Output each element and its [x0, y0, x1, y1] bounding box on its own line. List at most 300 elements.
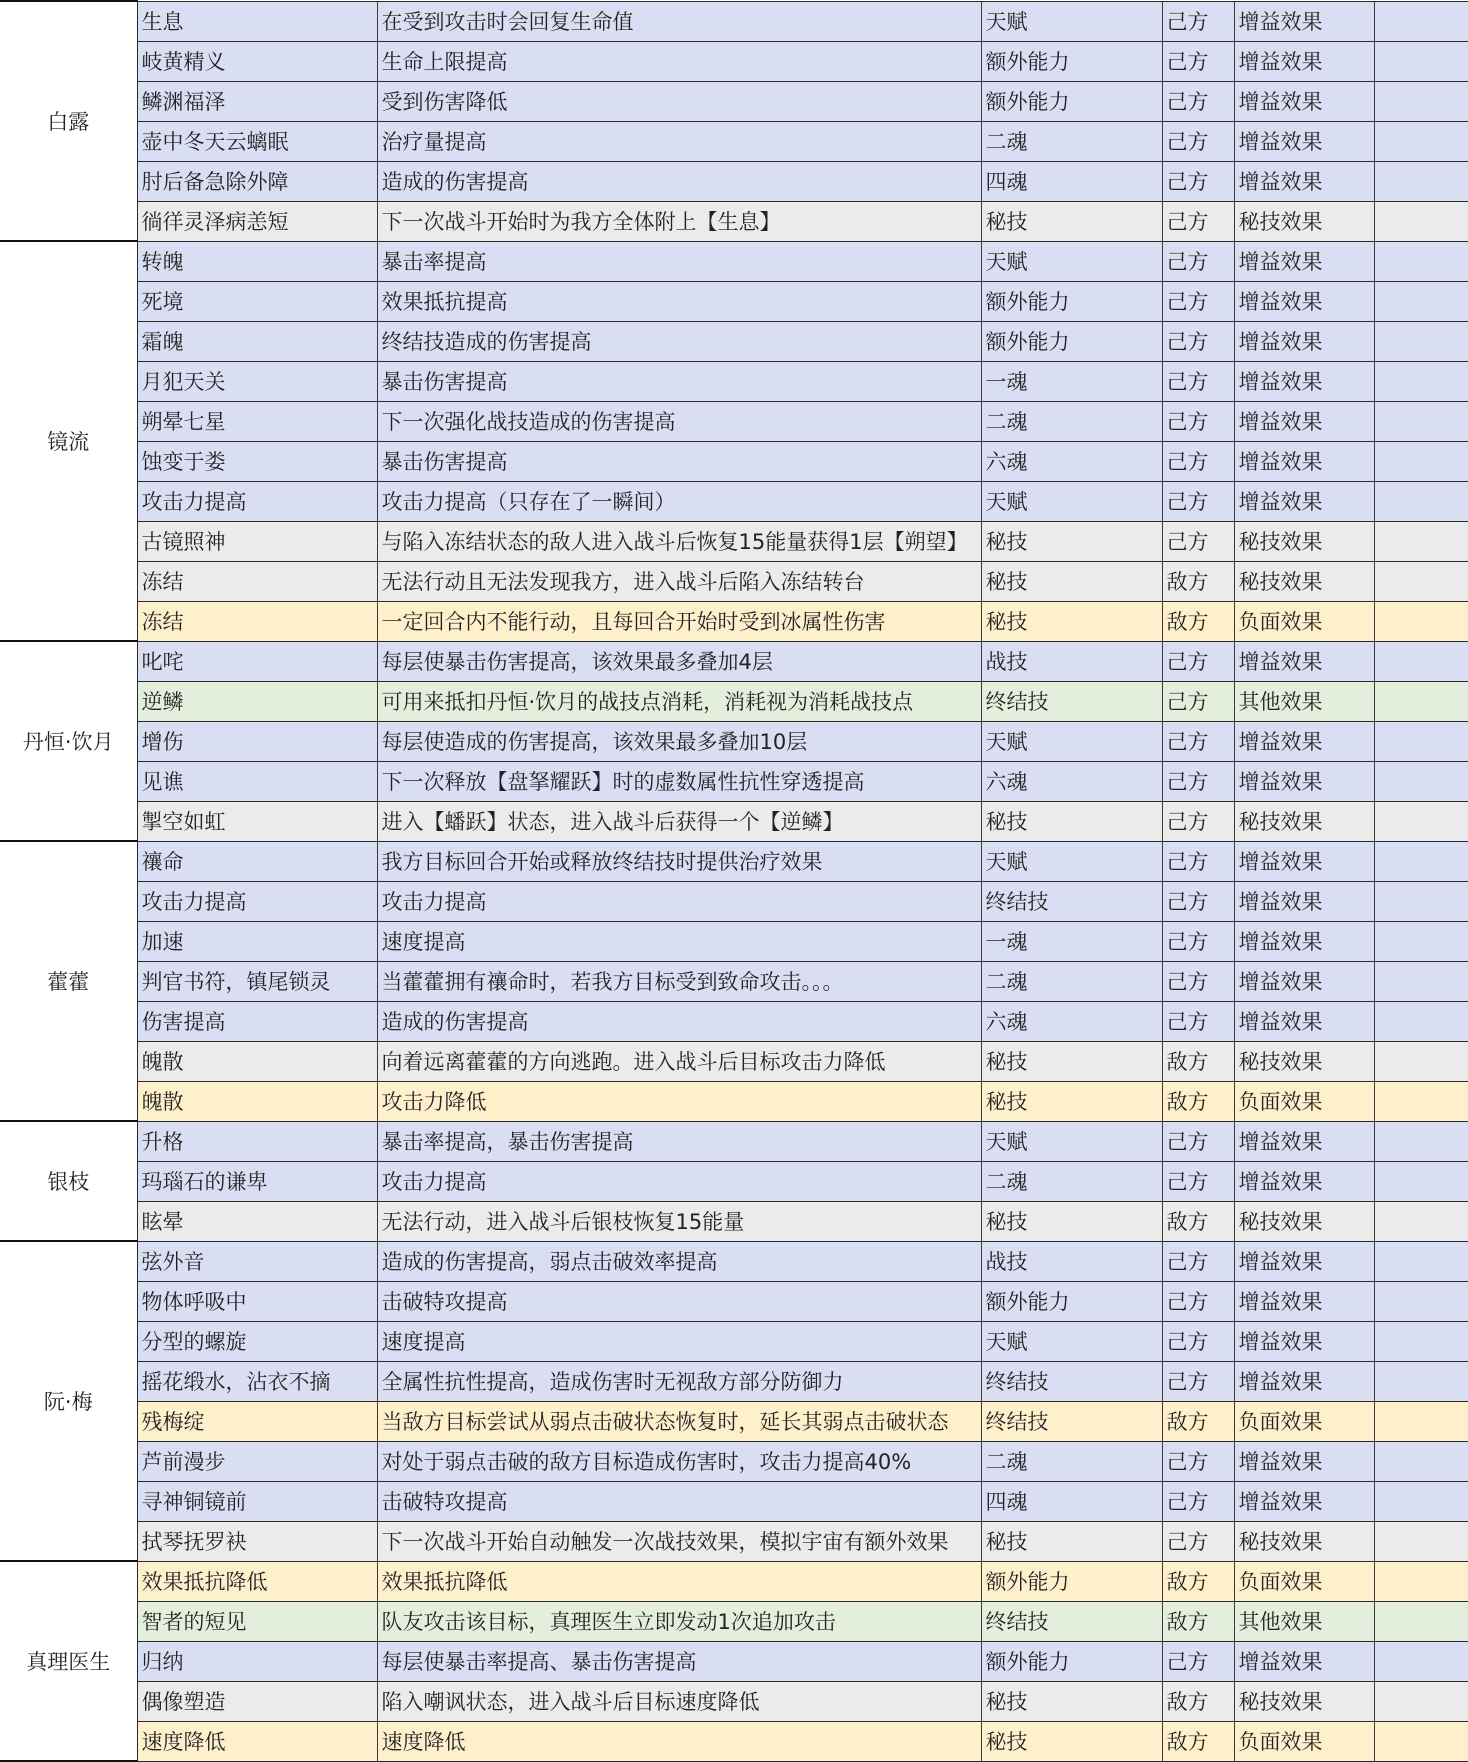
effect-description-cell: 效果抵抗降低: [377, 1561, 981, 1601]
effect-type-cell: 负面效果: [1234, 1081, 1374, 1121]
table-row: [0, 1401, 1468, 1441]
effect-description-cell: 陷入嘲讽状态，进入战斗后目标速度降低: [377, 1681, 981, 1721]
character-name-cell: 阮·梅: [0, 1241, 137, 1561]
effect-target-cell: 己方: [1162, 1, 1234, 41]
effect-type-cell: 增益效果: [1234, 1481, 1374, 1521]
effect-source-cell: 天赋: [981, 481, 1162, 521]
effect-target-cell: 己方: [1162, 201, 1234, 241]
effect-source-cell: 秘技: [981, 801, 1162, 841]
table-row: [0, 1361, 1468, 1401]
empty-cell: [1374, 1281, 1468, 1321]
empty-cell: [1374, 1321, 1468, 1361]
effect-target-cell: 己方: [1162, 881, 1234, 921]
effect-type-cell: 秘技效果: [1234, 1201, 1374, 1241]
empty-cell: [1374, 1201, 1468, 1241]
effect-source-cell: 二魂: [981, 121, 1162, 161]
effect-target-cell: 敌方: [1162, 1561, 1234, 1601]
table-row: [0, 921, 1468, 961]
empty-cell: [1374, 321, 1468, 361]
effect-target-cell: 己方: [1162, 1121, 1234, 1161]
effect-name-cell: 壶中冬天云螭眠: [137, 121, 377, 161]
effect-type-cell: 负面效果: [1234, 601, 1374, 641]
effect-type-cell: 增益效果: [1234, 641, 1374, 681]
table-row: [0, 1, 1468, 41]
effect-target-cell: 己方: [1162, 321, 1234, 361]
effect-description-cell: 进入【蟠跃】状态，进入战斗后获得一个【逆鳞】: [377, 801, 981, 841]
effect-name-cell: 朔晕七星: [137, 401, 377, 441]
table-row: [0, 1561, 1468, 1601]
table-row: [0, 681, 1468, 721]
table-row: [0, 81, 1468, 121]
effect-type-cell: 增益效果: [1234, 1001, 1374, 1041]
effect-description-cell: 每层使暴击伤害提高，该效果最多叠加4层: [377, 641, 981, 681]
table-row: [0, 641, 1468, 681]
effect-type-cell: 增益效果: [1234, 1281, 1374, 1321]
effect-target-cell: 己方: [1162, 481, 1234, 521]
effect-type-cell: 其他效果: [1234, 681, 1374, 721]
effect-type-cell: 增益效果: [1234, 761, 1374, 801]
effect-source-cell: 秘技: [981, 601, 1162, 641]
effect-description-cell: 无法行动，进入战斗后银枝恢复15能量: [377, 1201, 981, 1241]
effect-type-cell: 增益效果: [1234, 41, 1374, 81]
empty-cell: [1374, 721, 1468, 761]
effect-description-cell: 队友攻击该目标，真理医生立即发动1次追加攻击: [377, 1601, 981, 1641]
empty-cell: [1374, 1561, 1468, 1601]
effect-type-cell: 增益效果: [1234, 441, 1374, 481]
effect-target-cell: 己方: [1162, 441, 1234, 481]
effect-target-cell: 己方: [1162, 521, 1234, 561]
effect-name-cell: 残梅绽: [137, 1401, 377, 1441]
effect-type-cell: 秘技效果: [1234, 1521, 1374, 1561]
effect-type-cell: 增益效果: [1234, 161, 1374, 201]
effect-source-cell: 天赋: [981, 1321, 1162, 1361]
effect-name-cell: 拭琴抚罗袂: [137, 1521, 377, 1561]
effect-description-cell: 速度提高: [377, 921, 981, 961]
effect-description-cell: 受到伤害降低: [377, 81, 981, 121]
table-row: [0, 121, 1468, 161]
effect-name-cell: 逆鳞: [137, 681, 377, 721]
empty-cell: [1374, 1721, 1468, 1761]
effect-target-cell: 己方: [1162, 841, 1234, 881]
effect-description-cell: 攻击力提高（只存在了一瞬间）: [377, 481, 981, 521]
effect-description-cell: 击破特攻提高: [377, 1481, 981, 1521]
empty-cell: [1374, 881, 1468, 921]
effect-source-cell: 额外能力: [981, 1561, 1162, 1601]
effect-source-cell: 终结技: [981, 881, 1162, 921]
effect-target-cell: 己方: [1162, 361, 1234, 401]
effect-name-cell: 霜魄: [137, 321, 377, 361]
table-row: [0, 1201, 1468, 1241]
empty-cell: [1374, 1, 1468, 41]
effect-target-cell: 己方: [1162, 241, 1234, 281]
empty-cell: [1374, 281, 1468, 321]
table-row: [0, 201, 1468, 241]
empty-cell: [1374, 441, 1468, 481]
effect-name-cell: 徜徉灵泽病恙短: [137, 201, 377, 241]
table-row: [0, 521, 1468, 561]
effect-type-cell: 增益效果: [1234, 401, 1374, 441]
table-row: [0, 1481, 1468, 1521]
effect-target-cell: 敌方: [1162, 1201, 1234, 1241]
effect-source-cell: 秘技: [981, 1681, 1162, 1721]
effect-name-cell: 判官书符，镇尾锁灵: [137, 961, 377, 1001]
effect-name-cell: 冻结: [137, 561, 377, 601]
empty-cell: [1374, 601, 1468, 641]
empty-cell: [1374, 1361, 1468, 1401]
effect-description-cell: 向着远离藿藿的方向逃跑。进入战斗后目标攻击力降低: [377, 1041, 981, 1081]
table-row: [0, 1721, 1468, 1761]
effect-source-cell: 二魂: [981, 1161, 1162, 1201]
empty-cell: [1374, 1241, 1468, 1281]
effect-target-cell: 己方: [1162, 961, 1234, 1001]
effect-target-cell: 敌方: [1162, 1721, 1234, 1761]
effect-target-cell: 己方: [1162, 41, 1234, 81]
effect-type-cell: 增益效果: [1234, 881, 1374, 921]
effect-target-cell: 己方: [1162, 1001, 1234, 1041]
effect-name-cell: 月犯天关: [137, 361, 377, 401]
effect-description-cell: 当藿藿拥有禳命时，若我方目标受到致命攻击。。。: [377, 961, 981, 1001]
effect-description-cell: 对处于弱点击破的敌方目标造成伤害时，攻击力提高40%: [377, 1441, 981, 1481]
table-row: [0, 41, 1468, 81]
table-row: [0, 281, 1468, 321]
table-row: [0, 801, 1468, 841]
effect-description-cell: 攻击力提高: [377, 1161, 981, 1201]
effect-description-cell: 可用来抵扣丹恒·饮月的战技点消耗，消耗视为消耗战技点: [377, 681, 981, 721]
effect-target-cell: 己方: [1162, 1481, 1234, 1521]
effect-target-cell: 己方: [1162, 161, 1234, 201]
effect-name-cell: 鳞渊福泽: [137, 81, 377, 121]
empty-cell: [1374, 841, 1468, 881]
effect-type-cell: 增益效果: [1234, 241, 1374, 281]
empty-cell: [1374, 1081, 1468, 1121]
effect-source-cell: 天赋: [981, 841, 1162, 881]
effect-source-cell: 额外能力: [981, 41, 1162, 81]
effect-source-cell: 四魂: [981, 161, 1162, 201]
effect-target-cell: 己方: [1162, 1361, 1234, 1401]
effect-description-cell: 暴击伤害提高: [377, 441, 981, 481]
empty-cell: [1374, 241, 1468, 281]
effect-target-cell: 己方: [1162, 641, 1234, 681]
effect-name-cell: 归纳: [137, 1641, 377, 1681]
effect-target-cell: 己方: [1162, 401, 1234, 441]
effect-type-cell: 增益效果: [1234, 1321, 1374, 1361]
effect-target-cell: 己方: [1162, 1161, 1234, 1201]
effect-type-cell: 秘技效果: [1234, 1041, 1374, 1081]
effect-source-cell: 战技: [981, 641, 1162, 681]
empty-cell: [1374, 1481, 1468, 1521]
effect-type-cell: 增益效果: [1234, 1, 1374, 41]
effect-description-cell: 当敌方目标尝试从弱点击破状态恢复时，延长其弱点击破状态: [377, 1401, 981, 1441]
effect-name-cell: 弦外音: [137, 1241, 377, 1281]
effect-source-cell: 二魂: [981, 961, 1162, 1001]
effect-type-cell: 增益效果: [1234, 1641, 1374, 1681]
table-row: [0, 1241, 1468, 1281]
effect-source-cell: 二魂: [981, 1441, 1162, 1481]
effect-type-cell: 增益效果: [1234, 281, 1374, 321]
effect-type-cell: 其他效果: [1234, 1601, 1374, 1641]
empty-cell: [1374, 121, 1468, 161]
effect-name-cell: 升格: [137, 1121, 377, 1161]
effect-source-cell: 秘技: [981, 1521, 1162, 1561]
effect-source-cell: 天赋: [981, 241, 1162, 281]
effect-source-cell: 二魂: [981, 401, 1162, 441]
effect-target-cell: 己方: [1162, 1241, 1234, 1281]
effect-description-cell: 攻击力降低: [377, 1081, 981, 1121]
effect-description-cell: 与陷入冻结状态的敌人进入战斗后恢复15能量获得1层【朔望】: [377, 521, 981, 561]
table-row: [0, 441, 1468, 481]
effect-type-cell: 增益效果: [1234, 961, 1374, 1001]
table-row: [0, 961, 1468, 1001]
effect-source-cell: 额外能力: [981, 1281, 1162, 1321]
effect-source-cell: 秘技: [981, 1201, 1162, 1241]
effect-description-cell: 下一次强化战技造成的伤害提高: [377, 401, 981, 441]
empty-cell: [1374, 1121, 1468, 1161]
table-row: [0, 321, 1468, 361]
effect-type-cell: 秘技效果: [1234, 201, 1374, 241]
table-row: [0, 1681, 1468, 1721]
empty-cell: [1374, 81, 1468, 121]
effect-name-cell: 伤害提高: [137, 1001, 377, 1041]
effect-source-cell: 秘技: [981, 521, 1162, 561]
effect-description-cell: 在受到攻击时会回复生命值: [377, 1, 981, 41]
effect-type-cell: 增益效果: [1234, 721, 1374, 761]
empty-cell: [1374, 201, 1468, 241]
table-row: [0, 561, 1468, 601]
empty-cell: [1374, 801, 1468, 841]
effect-source-cell: 一魂: [981, 921, 1162, 961]
effect-source-cell: 天赋: [981, 1, 1162, 41]
effect-source-cell: 秘技: [981, 1041, 1162, 1081]
effect-name-cell: 攻击力提高: [137, 881, 377, 921]
effect-source-cell: 终结技: [981, 681, 1162, 721]
effect-target-cell: 己方: [1162, 1441, 1234, 1481]
effect-description-cell: 每层使暴击率提高、暴击伤害提高: [377, 1641, 981, 1681]
empty-cell: [1374, 521, 1468, 561]
effect-type-cell: 增益效果: [1234, 361, 1374, 401]
effect-target-cell: 己方: [1162, 1521, 1234, 1561]
effect-name-cell: 分型的螺旋: [137, 1321, 377, 1361]
effect-source-cell: 战技: [981, 1241, 1162, 1281]
effect-description-cell: 暴击伤害提高: [377, 361, 981, 401]
effect-type-cell: 增益效果: [1234, 921, 1374, 961]
empty-cell: [1374, 1401, 1468, 1441]
effect-type-cell: 秘技效果: [1234, 561, 1374, 601]
character-name-cell: 丹恒·饮月: [0, 641, 137, 841]
effect-target-cell: 己方: [1162, 1641, 1234, 1681]
effect-target-cell: 敌方: [1162, 561, 1234, 601]
empty-cell: [1374, 961, 1468, 1001]
effect-name-cell: 芦前漫步: [137, 1441, 377, 1481]
table-row: [0, 1121, 1468, 1161]
effect-source-cell: 天赋: [981, 1121, 1162, 1161]
empty-cell: [1374, 1441, 1468, 1481]
effect-name-cell: 物体呼吸中: [137, 1281, 377, 1321]
empty-cell: [1374, 1601, 1468, 1641]
empty-cell: [1374, 161, 1468, 201]
effect-type-cell: 秘技效果: [1234, 1681, 1374, 1721]
effect-description-cell: 全属性抗性提高，造成伤害时无视敌方部分防御力: [377, 1361, 981, 1401]
table-row: [0, 721, 1468, 761]
effect-type-cell: 秘技效果: [1234, 801, 1374, 841]
empty-cell: [1374, 361, 1468, 401]
effect-type-cell: 增益效果: [1234, 1361, 1374, 1401]
table-row: [0, 361, 1468, 401]
effect-target-cell: 敌方: [1162, 1401, 1234, 1441]
effect-name-cell: 玛瑙石的谦卑: [137, 1161, 377, 1201]
effect-source-cell: 天赋: [981, 721, 1162, 761]
effect-target-cell: 己方: [1162, 801, 1234, 841]
effect-name-cell: 蚀变于娄: [137, 441, 377, 481]
effect-description-cell: 无法行动且无法发现我方，进入战斗后陷入冻结转台: [377, 561, 981, 601]
effect-name-cell: 加速: [137, 921, 377, 961]
empty-cell: [1374, 1161, 1468, 1201]
table-row: [0, 841, 1468, 881]
empty-cell: [1374, 1681, 1468, 1721]
empty-cell: [1374, 401, 1468, 441]
effect-name-cell: 死境: [137, 281, 377, 321]
effect-type-cell: 秘技效果: [1234, 521, 1374, 561]
effect-target-cell: 己方: [1162, 81, 1234, 121]
table-row: [0, 601, 1468, 641]
effect-description-cell: 速度降低: [377, 1721, 981, 1761]
effect-name-cell: 偶像塑造: [137, 1681, 377, 1721]
effect-description-cell: 造成的伤害提高，弱点击破效率提高: [377, 1241, 981, 1281]
effect-source-cell: 终结技: [981, 1601, 1162, 1641]
empty-cell: [1374, 921, 1468, 961]
effect-target-cell: 敌方: [1162, 1081, 1234, 1121]
table-row: [0, 241, 1468, 281]
effect-type-cell: 增益效果: [1234, 1441, 1374, 1481]
effect-target-cell: 己方: [1162, 121, 1234, 161]
effect-type-cell: 增益效果: [1234, 1241, 1374, 1281]
effect-name-cell: 冻结: [137, 601, 377, 641]
effect-description-cell: 下一次战斗开始自动触发一次战技效果，模拟宇宙有额外效果: [377, 1521, 981, 1561]
effect-source-cell: 四魂: [981, 1481, 1162, 1521]
empty-cell: [1374, 1521, 1468, 1561]
effect-description-cell: 造成的伤害提高: [377, 1001, 981, 1041]
effect-source-cell: 一魂: [981, 361, 1162, 401]
effect-type-cell: 增益效果: [1234, 81, 1374, 121]
effect-name-cell: 效果抵抗降低: [137, 1561, 377, 1601]
effect-description-cell: 效果抵抗提高: [377, 281, 981, 321]
effect-description-cell: 攻击力提高: [377, 881, 981, 921]
effect-description-cell: 一定回合内不能行动，且每回合开始时受到冰属性伤害: [377, 601, 981, 641]
empty-cell: [1374, 1041, 1468, 1081]
effect-name-cell: 肘后备急除外障: [137, 161, 377, 201]
table-row: [0, 1001, 1468, 1041]
effect-name-cell: 速度降低: [137, 1721, 377, 1761]
effect-source-cell: 秘技: [981, 561, 1162, 601]
effect-name-cell: 寻神铜镜前: [137, 1481, 377, 1521]
empty-cell: [1374, 1001, 1468, 1041]
effect-name-cell: 禳命: [137, 841, 377, 881]
effect-name-cell: 掣空如虹: [137, 801, 377, 841]
effect-name-cell: 转魄: [137, 241, 377, 281]
effect-name-cell: 叱咤: [137, 641, 377, 681]
character-name-cell: 藿藿: [0, 841, 137, 1121]
effect-description-cell: 治疗量提高: [377, 121, 981, 161]
character-name-cell: 白露: [0, 1, 137, 241]
effect-source-cell: 秘技: [981, 1081, 1162, 1121]
table-row: [0, 1641, 1468, 1681]
effect-target-cell: 己方: [1162, 1281, 1234, 1321]
table-row: [0, 1081, 1468, 1121]
effect-name-cell: 眩晕: [137, 1201, 377, 1241]
effect-description-cell: 下一次释放【盘拏耀跃】时的虚数属性抗性穿透提高: [377, 761, 981, 801]
effect-name-cell: 见谯: [137, 761, 377, 801]
effect-target-cell: 己方: [1162, 761, 1234, 801]
table-row: [0, 1321, 1468, 1361]
table-row: [0, 161, 1468, 201]
effect-source-cell: 终结技: [981, 1401, 1162, 1441]
effect-name-cell: 魄散: [137, 1041, 377, 1081]
character-name-cell: 银枝: [0, 1121, 137, 1241]
effect-description-cell: 速度提高: [377, 1321, 981, 1361]
effect-type-cell: 增益效果: [1234, 1161, 1374, 1201]
effect-type-cell: 增益效果: [1234, 481, 1374, 521]
table-row: [0, 761, 1468, 801]
table-row: [0, 1161, 1468, 1201]
effect-name-cell: 摇花缎水，沾衣不摘: [137, 1361, 377, 1401]
effect-target-cell: 己方: [1162, 1321, 1234, 1361]
effect-source-cell: 额外能力: [981, 81, 1162, 121]
character-name-cell: 镜流: [0, 241, 137, 641]
character-name-cell: 真理医生: [0, 1561, 137, 1761]
effect-type-cell: 增益效果: [1234, 321, 1374, 361]
effect-description-cell: 击破特攻提高: [377, 1281, 981, 1321]
table-row: [0, 881, 1468, 921]
effect-source-cell: 额外能力: [981, 1641, 1162, 1681]
effect-target-cell: 己方: [1162, 681, 1234, 721]
table-row: [0, 1041, 1468, 1081]
table-row: [0, 1441, 1468, 1481]
effect-source-cell: 秘技: [981, 1721, 1162, 1761]
effect-target-cell: 己方: [1162, 281, 1234, 321]
effect-name-cell: 岐黄精义: [137, 41, 377, 81]
empty-cell: [1374, 761, 1468, 801]
effect-description-cell: 我方目标回合开始或释放终结技时提供治疗效果: [377, 841, 981, 881]
effect-target-cell: 己方: [1162, 921, 1234, 961]
effect-description-cell: 暴击率提高，暴击伤害提高: [377, 1121, 981, 1161]
effect-description-cell: 下一次战斗开始时为我方全体附上【生息】: [377, 201, 981, 241]
empty-cell: [1374, 41, 1468, 81]
effect-type-cell: 负面效果: [1234, 1561, 1374, 1601]
effect-description-cell: 每层使造成的伤害提高，该效果最多叠加10层: [377, 721, 981, 761]
effect-description-cell: 生命上限提高: [377, 41, 981, 81]
effect-description-cell: 暴击率提高: [377, 241, 981, 281]
effect-name-cell: 古镜照神: [137, 521, 377, 561]
effect-name-cell: 增伤: [137, 721, 377, 761]
empty-cell: [1374, 681, 1468, 721]
effect-name-cell: 生息: [137, 1, 377, 41]
table-row: [0, 481, 1468, 521]
table-row: [0, 401, 1468, 441]
effect-name-cell: 攻击力提高: [137, 481, 377, 521]
empty-cell: [1374, 481, 1468, 521]
empty-cell: [1374, 1641, 1468, 1681]
effect-source-cell: 六魂: [981, 761, 1162, 801]
effect-source-cell: 额外能力: [981, 321, 1162, 361]
effect-target-cell: 己方: [1162, 721, 1234, 761]
effects-table-body: [0, 1, 1468, 1761]
effect-type-cell: 增益效果: [1234, 121, 1374, 161]
effect-type-cell: 增益效果: [1234, 841, 1374, 881]
effect-source-cell: 六魂: [981, 1001, 1162, 1041]
effect-target-cell: 敌方: [1162, 1601, 1234, 1641]
effect-source-cell: 额外能力: [981, 281, 1162, 321]
table-row: [0, 1601, 1468, 1641]
empty-cell: [1374, 561, 1468, 601]
